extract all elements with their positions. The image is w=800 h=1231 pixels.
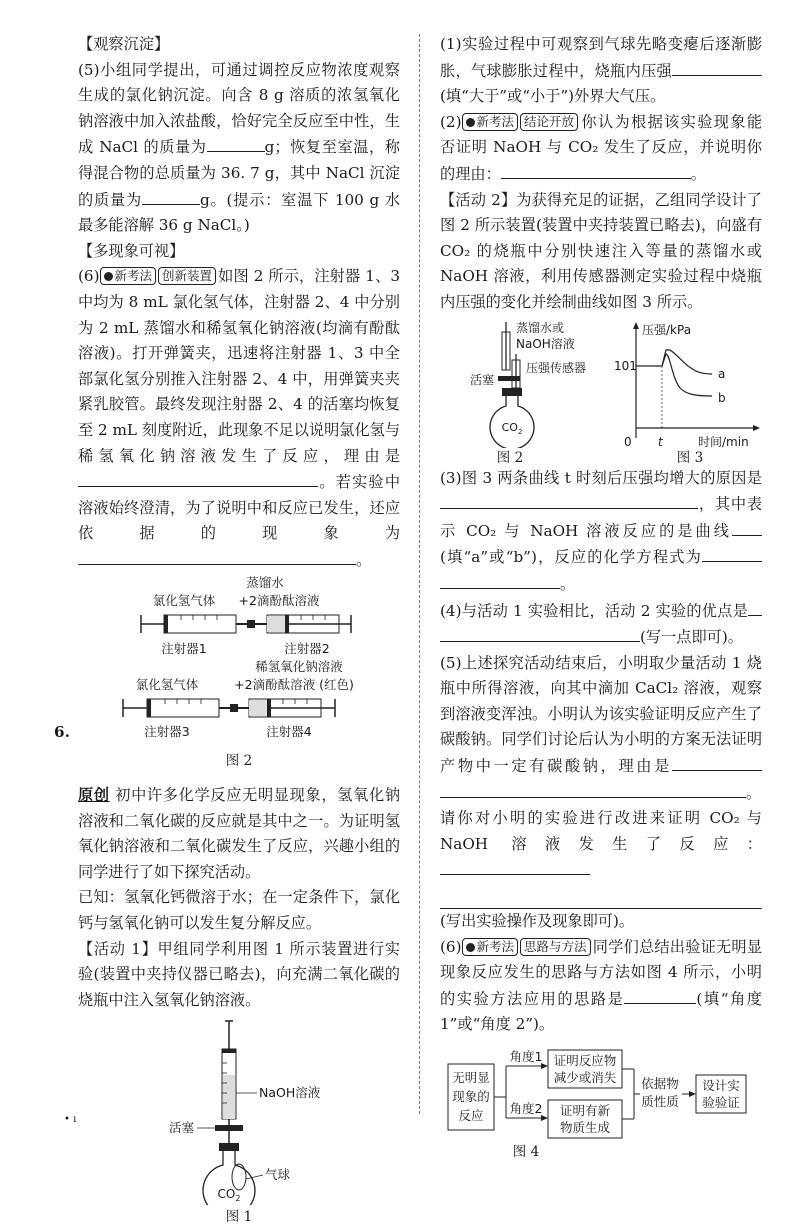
curve-b-label: b (718, 390, 726, 405)
label-angle-2: 角度2 (509, 1101, 543, 1116)
label-liquid-2: NaOH溶液 (516, 336, 575, 351)
question-6-intro: 原创 初中许多化学反应无明显现象，氢氧化钠溶液和二氧化碳的反应就是其中之一。为证明氢氧化钠溶液和二氧化碳发生了反应，兴趣小组的同学进行了如下探究活动。 (78, 786, 401, 881)
answer-blank[interactable] (78, 469, 158, 487)
rubber-stopper (502, 388, 522, 396)
svg-text:设计实: 设计实 (702, 1078, 740, 1093)
label-phenolphthalein-2: +2滴酚酞溶液 (红色) (234, 677, 354, 693)
question-5r: (5)上述探究活动结束后，小明取少量活动 1 烧瓶中所得溶液，向其中滴加 CaCl₂ 溶液，观察到溶液变浑浊。小明认为该实验证明反应产生了碳酸钠。同学们讨论后认为小明的方案无法证明产物中一定有碳酸钠，理由是。 (440, 653, 762, 802)
label-co2: $CO_2$ (501, 420, 523, 436)
answer-blank[interactable] (440, 780, 746, 798)
question-number: 6. (54, 723, 70, 741)
new-method-badge: 新考法 (462, 113, 519, 131)
label-pressure-sensor: 压强传感器 (526, 360, 587, 375)
answer-blank[interactable] (440, 857, 590, 875)
syringe-2 (255, 615, 351, 633)
svg-text:反应: 反应 (458, 1108, 484, 1123)
label-syringe-2: 注射器2 (284, 641, 330, 657)
answer-blank[interactable] (672, 753, 762, 771)
open-conclusion-badge: 结论开放 (520, 113, 578, 131)
rubber-stopper (219, 1143, 239, 1151)
question-5-note: (写出实验操作及现象即可)。 (440, 912, 635, 931)
valve (498, 376, 520, 381)
question-6: (6) 新考法 创新装置 如图 2 所示，注射器 1、3 中均为 8 mL 氯化氢气体，注射器 2、4 中分别为 2 mL 蒸馏水和稀氢氧化钠溶液(均滴有酚酞溶液)。打开弹簧夹，迅速将注射器 1、3 中全部氯化氢分别推入注射器 2、4 中，用弹簧夹夹紧乳胶管。最终发现注射器 2、4 的活塞均恢复至 2 mL 刻度附近，此现象不足以说明氯化氢与稀氢氧化钠溶液发生了反应，理由是。若实验中溶液始终澄清，为了说明中和反应已发生，还应依据的现象为。 (78, 267, 401, 569)
answer-blank[interactable] (207, 134, 265, 152)
answer-blank[interactable] (158, 469, 318, 487)
spring-clip-1 (247, 620, 255, 628)
figure-4-caption: 图 4 (512, 1144, 540, 1160)
bulb-icon (104, 272, 113, 281)
section-multi-phenomena: 【多现象可视】 (78, 241, 185, 260)
figure-1-caption: 图 1 (225, 1209, 253, 1226)
svg-text:无明显: 无明显 (452, 1070, 490, 1085)
svg-text:物质生成: 物质生成 (559, 1120, 611, 1135)
figure-2r-caption: 图 2 (496, 449, 524, 466)
label-syringe-1: 注射器1 (161, 641, 207, 657)
valve (215, 1125, 243, 1131)
answer-blank[interactable] (702, 544, 762, 562)
answer-line[interactable] (440, 884, 762, 909)
new-method-badge: 新考法 (100, 267, 157, 285)
activity-2: 【活动 2】为获得充足的证据，乙组同学设计了图 2 所示装置(装置中夹持装置已略去)，向盛有 CO₂ 的烧瓶中分别快速注入等量的蒸馏水或 NaOH 溶液，利用传感器测定实验过程中烧瓶内压强的变化并绘制曲线如图 3 所示。 (440, 190, 762, 311)
figure-1-flask-balloon (139, 1013, 339, 1205)
syringe-1 (141, 615, 249, 633)
svg-text:减少或消失: 减少或消失 (553, 1070, 617, 1085)
tick-101: 101 (614, 358, 637, 373)
figures-2-3-row (440, 316, 762, 466)
section-observe-precipitate: 【观察沉淀】 (78, 35, 170, 53)
spring-clip-2 (230, 704, 238, 712)
activity-1: 【活动 1】甲组同学利用图 1 所示装置进行实验(装置中夹持仪器已略去)，向充满二氧化碳的烧瓶中注入氢氧化钠溶液。 (78, 939, 400, 1009)
question-5: (5)小组同学提出，可通过调控反应物浓度观察生成的氯化钠沉淀。向含 8 g 溶质的浓氢氧化钠溶液中加入浓盐酸，恰好完全反应至中性，生成 NaCl 的质量为 g；恢复至室温，称得混合物的总质量为 36. 7 g，其中 NaCl 沉淀的质量为 g。(提示：室温下 100 g 水最多能溶解 36 g NaCl。) (78, 60, 401, 235)
svg-text:现象的: 现象的 (452, 1089, 490, 1104)
column-divider (419, 34, 420, 1114)
y-axis-arrow-icon (633, 322, 639, 329)
label-balloon: 气球 (265, 1167, 291, 1183)
page-mark: • ı (64, 1114, 77, 1125)
answer-blank[interactable] (624, 986, 696, 1004)
label-co2: $CO_2$ (217, 1187, 241, 1204)
figure-4-flowchart (440, 1046, 762, 1140)
arrow-head-icon (689, 1091, 696, 1097)
answer-blank[interactable] (440, 624, 640, 642)
right-column (440, 32, 762, 1166)
figure-2-caption: 图 2 (225, 753, 253, 770)
tick-t: t (658, 434, 663, 448)
figure-3-caption: 图 3 (676, 449, 704, 466)
svg-text:证明有新: 证明有新 (559, 1103, 611, 1118)
label-liquid-1: 蒸馏水或 (516, 320, 565, 335)
answer-blank[interactable] (440, 571, 560, 589)
figure-2-sensor-flask (468, 318, 638, 448)
answer-blank[interactable] (732, 518, 762, 536)
label-phenolphthalein-1: +2滴酚酞溶液 (238, 593, 320, 609)
label-dilute-naoh: 稀氢氧化钠溶液 (255, 659, 343, 675)
svg-text:验验证: 验验证 (702, 1095, 740, 1110)
svg-text:证明反应物: 证明反应物 (553, 1053, 617, 1068)
question-5-improve: 请你对小明的实验进行改进来证明 CO₂ 与 NaOH 溶液发生了反应： (440, 806, 762, 884)
answer-blank[interactable] (440, 491, 698, 509)
bulb-icon (466, 118, 475, 127)
question-1: (1)实验过程中可观察到气球先略变瘪后逐渐膨胀，气球膨胀过程中，烧瓶内压强(填“大于”或“小于”)外界大气压。 (440, 35, 762, 106)
label-hcl-gas-2: 氯化氢气体 (135, 677, 199, 693)
label-angle-1: 角度1 (509, 1049, 543, 1064)
left-column (78, 32, 400, 1231)
method-badge: 思路与方法 (520, 938, 591, 956)
label-syringe-4: 注射器4 (266, 724, 312, 740)
label-basis-2: 质性质 (641, 1094, 679, 1109)
innovation-device-badge: 创新装置 (158, 267, 216, 285)
syringe-3 (123, 699, 231, 717)
curve-a-label: a (718, 366, 726, 381)
question-6r: (6) 新考法 思路与方法 同学们总结出验证无明显现象反应发生的思路与方法如图 4 所示，小明的实验方法应用的思路是 (填“角度 1”或“角度 2”)。 (440, 937, 762, 1034)
answer-blank[interactable] (501, 161, 691, 179)
answer-blank[interactable] (748, 598, 762, 616)
label-hcl-gas-1: 氯化氢气体 (152, 593, 216, 609)
figure-3-pressure-chart (614, 318, 764, 448)
label-valve: 活塞 (169, 1120, 195, 1136)
answer-blank[interactable] (142, 187, 200, 205)
bulb-icon (466, 943, 475, 952)
x-axis-arrow-icon (753, 425, 760, 431)
known-info: 已知：氢氧化钙微溶于水；在一定条件下，氯化钙与氢氧化钠可以发生复分解反应。 (78, 888, 400, 933)
answer-blank[interactable] (672, 58, 762, 76)
curve-b (662, 354, 712, 396)
question-4: (4)与活动 1 实验相比，活动 2 实验的优点是(写一点即可)。 (440, 598, 762, 651)
original-tag: 原创 (78, 786, 110, 805)
answer-blank[interactable] (78, 547, 356, 565)
new-method-badge: 新考法 (462, 938, 519, 956)
syringe-4 (238, 699, 335, 717)
x-axis-label: 时间/min (698, 434, 749, 448)
label-valve: 活塞 (470, 372, 495, 387)
figure-2-syringes (89, 573, 389, 749)
label-distilled-water: 蒸馏水 (246, 575, 284, 591)
origin-label: 0 (624, 434, 632, 448)
y-axis-label: 压强/kPa (642, 322, 692, 337)
label-basis-1: 依据物 (641, 1076, 679, 1091)
question-2: (2) 新考法 结论开放 你认为根据该实验现象能否证明 NaOH 与 CO₂ 发生了反应，并说明你的理由： 。 (440, 112, 762, 183)
label-syringe-3: 注射器3 (144, 724, 190, 740)
question-3: (3)图 3 两条曲线 t 时刻后压强均增大的原因是，其中表示 CO₂ 与 NaOH 溶液反应的是曲线(填“a”或“b”)，反应的化学方程式为。 (440, 468, 762, 593)
label-naoh-solution: NaOH溶液 (259, 1085, 321, 1101)
